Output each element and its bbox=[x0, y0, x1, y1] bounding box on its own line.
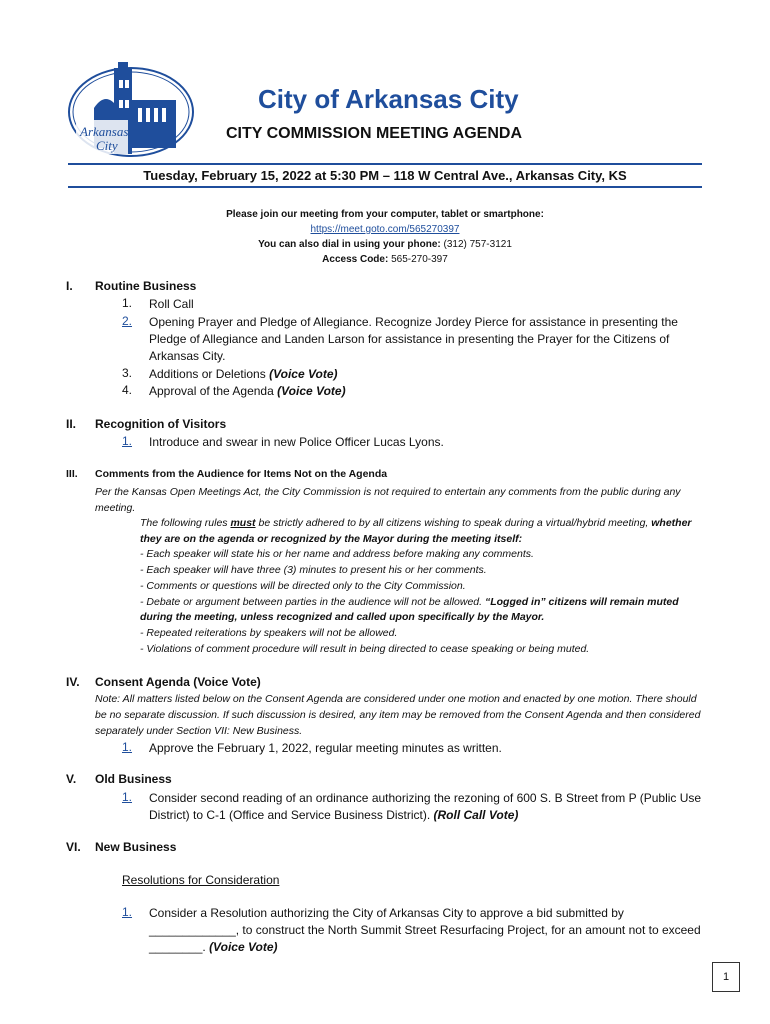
resolutions-subhead: Resolutions for Consideration bbox=[122, 873, 280, 887]
s1-item-4-vote: (Voice Vote) bbox=[277, 384, 346, 398]
section-3-note: Per the Kansas Open Meetings Act, the City Commission is not required to entertain any comments from the public during any meeting. bbox=[95, 486, 681, 514]
section-4-number: IV. bbox=[66, 675, 80, 689]
s1-item-4-number: 4. bbox=[122, 383, 133, 397]
page-title: City of Arkansas City bbox=[258, 84, 519, 114]
section-6-number: VI. bbox=[66, 840, 81, 854]
rules-intro-bold: whether they are on the agenda or recognized by the Mayor during the meeting itself: bbox=[140, 517, 692, 545]
s5-item-1-number[interactable]: 1. bbox=[122, 790, 133, 804]
section-2-number: II. bbox=[66, 417, 77, 431]
logo-text-arkansas: Arkansas bbox=[80, 124, 129, 139]
s2-item-1-text: Introduce and swear in new Police Officer Lucas Lyons. bbox=[149, 435, 444, 449]
s1-item-3 bbox=[149, 366, 704, 383]
s5-item-1 bbox=[149, 790, 704, 824]
city-logo bbox=[66, 60, 196, 160]
s6-item-1 bbox=[149, 905, 704, 956]
s5-item-1-vote: (Roll Call Vote) bbox=[433, 808, 519, 822]
rule-3: - Comments or questions will be directed only to the City Commission. bbox=[140, 579, 466, 592]
rules-must: must bbox=[230, 517, 256, 529]
s1-item-3-text: Additions or Deletions bbox=[149, 367, 270, 381]
s1-item-1-number: 1. bbox=[122, 296, 133, 310]
page-subtitle: CITY COMMISSION MEETING AGENDA bbox=[226, 125, 523, 142]
comment-rules bbox=[140, 516, 705, 657]
s1-item-4 bbox=[149, 383, 704, 400]
s1-item-2-text: Opening Prayer and Pledge of Allegiance. Recognize Jordey Pierce for assistance in presenting the Pledge of Allegiance and Landen Larson for assistance in presenting the Prayer for the Citizens of Arkansas City. bbox=[149, 315, 678, 363]
section-3-number: III. bbox=[66, 468, 78, 480]
s6-item-1-number[interactable]: 1. bbox=[122, 905, 133, 919]
section-5-number: V. bbox=[66, 772, 77, 786]
header-rule-bottom bbox=[68, 186, 702, 188]
page-number: 1 bbox=[712, 962, 740, 992]
s5-item-1-text: Consider second reading of an ordinance authorizing the rezoning of 600 S. B Street from P (Public Use District) to C-1 (Office and Service Business District). bbox=[149, 791, 702, 822]
rule-5: - Repeated reiterations by speakers will not be allowed. bbox=[140, 626, 398, 639]
s6-item-1-vote: (Voice Vote) bbox=[209, 940, 278, 954]
s1-item-1-text: Roll Call bbox=[149, 297, 194, 311]
rule-4b: “Logged in” citizens will remain muted during the meeting, unless recognized and called upon specifically by the Mayor. bbox=[140, 595, 679, 624]
join-line: Please join our meeting from your computer, tablet or smartphone: bbox=[226, 209, 544, 220]
rule-6: - Violations of comment procedure will result in being directed to cease speaking or being muted. bbox=[140, 642, 590, 655]
s2-item-1-number[interactable]: 1. bbox=[122, 434, 133, 448]
phone-number: (312) 757-3121 bbox=[443, 239, 512, 250]
access-code: 565-270-397 bbox=[391, 254, 448, 265]
rule-1: - Each speaker will state his or her name and address before making any comments. bbox=[140, 548, 534, 561]
join-info bbox=[68, 207, 702, 267]
logo-text-city: City bbox=[96, 138, 118, 153]
section-5-title: Old Business bbox=[95, 772, 172, 786]
section-1-number: I. bbox=[66, 279, 73, 293]
section-6-title: New Business bbox=[95, 840, 177, 854]
s6-item-1-text: Consider a Resolution authorizing the City of Arkansas City to approve a bid submitted by _____________, to construct the North Summit Street Resurfacing Project, for an amount not to exceed ________. bbox=[149, 906, 701, 954]
meeting-dateline: Tuesday, February 15, 2022 at 5:30 PM – 118 W Central Ave., Arkansas City, KS bbox=[143, 168, 627, 183]
phone-label: You can also dial in using your phone: bbox=[258, 239, 441, 250]
s1-item-3-number: 3. bbox=[122, 366, 133, 380]
access-code-label: Access Code: bbox=[322, 254, 389, 265]
s1-item-3-vote: (Voice Vote) bbox=[269, 367, 338, 381]
meeting-link[interactable]: https://meet.goto.com/565270397 bbox=[310, 224, 460, 235]
rule-2: - Each speaker will have three (3) minutes to present his or her comments. bbox=[140, 564, 487, 577]
section-4-note: Note: All matters listed below on the Consent Agenda are considered under one motion and enacted by one motion. There should be no separate discussion. If such discussion is desired, any item may be removed from the Consent Agenda and then considered separately under Section VII: New Business. bbox=[95, 693, 701, 737]
section-4-title: Consent Agenda (Voice Vote) bbox=[95, 675, 261, 689]
rules-intro-b: be strictly adhered to by all citizens wishing to speak during a virtual/hybrid meeting, bbox=[255, 517, 652, 529]
rules-intro-a: The following rules bbox=[140, 517, 231, 529]
section-3-title: Comments from the Audience for Items Not on the Agenda bbox=[95, 468, 388, 480]
header-rule-top bbox=[68, 163, 702, 165]
s1-item-4-text: Approval of the Agenda bbox=[149, 384, 278, 398]
s4-item-1-text: Approve the February 1, 2022, regular meeting minutes as written. bbox=[149, 741, 502, 755]
s1-item-2-number[interactable]: 2. bbox=[122, 314, 133, 328]
section-1-title: Routine Business bbox=[95, 279, 197, 293]
section-2-title: Recognition of Visitors bbox=[95, 417, 227, 431]
rule-4a: - Debate or argument between parties in the audience will not be allowed. bbox=[140, 595, 485, 608]
s4-item-1-number[interactable]: 1. bbox=[122, 740, 133, 754]
